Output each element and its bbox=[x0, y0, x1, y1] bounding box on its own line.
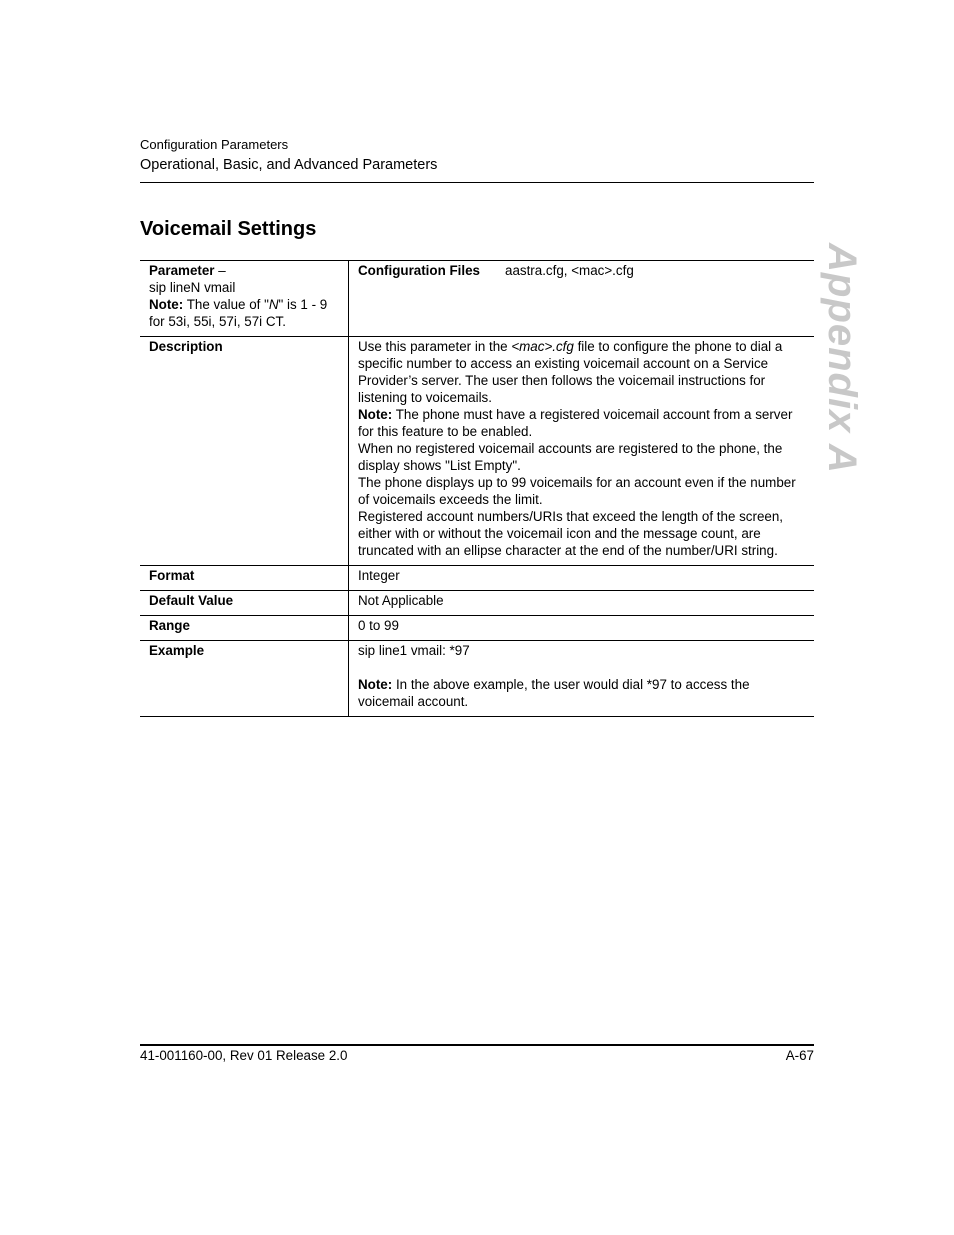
table-row-parameter bbox=[140, 261, 814, 337]
example-note bbox=[358, 676, 805, 710]
example-cell bbox=[349, 641, 815, 717]
parameter-note-label: Note: bbox=[149, 297, 184, 312]
description-note-label: Note: bbox=[358, 407, 393, 422]
appendix-side-tab bbox=[818, 242, 864, 474]
table-row-description bbox=[140, 337, 814, 566]
range-label: Range bbox=[140, 616, 349, 641]
parameter-table bbox=[140, 260, 814, 717]
example-label: Example bbox=[140, 641, 349, 717]
table-row-range bbox=[140, 616, 814, 641]
config-files-label: Configuration Files bbox=[358, 263, 480, 278]
range-value: 0 to 99 bbox=[349, 616, 815, 641]
parameter-note-var: N bbox=[268, 297, 279, 312]
running-header-subsection: Operational, Basic, and Advanced Parameters bbox=[140, 157, 438, 173]
config-files-value: aastra.cfg, <mac>.cfg bbox=[505, 263, 634, 278]
header-rule bbox=[140, 182, 814, 183]
page-title: Voicemail Settings bbox=[140, 218, 317, 240]
description-p1-pre: Use this parameter in the bbox=[358, 339, 512, 354]
description-paragraph-1 bbox=[358, 338, 805, 406]
default-value-label: Default Value bbox=[140, 591, 349, 616]
table-row-example bbox=[140, 641, 814, 717]
description-p1-post: file to configure the phone to dial a specific number to access an existing voicemail account on a Service Provider’s server. The user then follows the voicemail instructions for listening to voicemails. bbox=[358, 339, 783, 405]
appendix-side-tab-label: Appendix A bbox=[819, 242, 864, 474]
format-label: Format bbox=[140, 566, 349, 591]
description-paragraph-4: Registered account numbers/URIs that exceed the length of the screen, either with or without the voicemail icon and the message count, are truncated with an ellipse character at the end of the number/URI string. bbox=[358, 509, 784, 558]
format-value: Integer bbox=[349, 566, 815, 591]
parameter-note-post: " is 1 - 9 for 53i, 55i, 57i, 57i CT. bbox=[149, 297, 328, 329]
parameter-dash: – bbox=[214, 263, 226, 278]
description-paragraph-2: When no registered voicemail accounts are registered to the phone, the display shows "List Empty". bbox=[358, 441, 783, 473]
table-row-format bbox=[140, 566, 814, 591]
footer-rule bbox=[140, 1044, 814, 1046]
example-note-label: Note: bbox=[358, 677, 393, 692]
footer-doc-id: 41-001160-00, Rev 01 Release 2.0 bbox=[140, 1048, 348, 1063]
description-paragraph-3: The phone displays up to 99 voicemails for an account even if the number of voicemails exceeds the limit. bbox=[358, 475, 796, 507]
description-cell bbox=[349, 337, 815, 566]
parameter-name: sip lineN vmail bbox=[149, 280, 236, 295]
config-files-cell bbox=[349, 261, 815, 337]
parameter-note-pre: The value of " bbox=[183, 297, 269, 312]
example-value: sip line1 vmail: *97 bbox=[358, 643, 470, 658]
example-spacer bbox=[358, 659, 805, 676]
parameter-cell bbox=[140, 261, 349, 337]
parameter-label: Parameter bbox=[149, 263, 215, 278]
description-label: Description bbox=[140, 337, 349, 566]
description-note-text: The phone must have a registered voicemail account from a server for this feature to be enabled. bbox=[358, 407, 793, 439]
example-note-text: In the above example, the user would dial *97 to access the voicemail account. bbox=[358, 677, 750, 709]
default-value-value: Not Applicable bbox=[349, 591, 815, 616]
footer-page-number: A-67 bbox=[785, 1048, 814, 1063]
description-note bbox=[358, 406, 805, 440]
description-p1-file: <mac>.cfg bbox=[511, 339, 574, 354]
table-row-default-value bbox=[140, 591, 814, 616]
running-header-section: Configuration Parameters bbox=[140, 137, 289, 152]
